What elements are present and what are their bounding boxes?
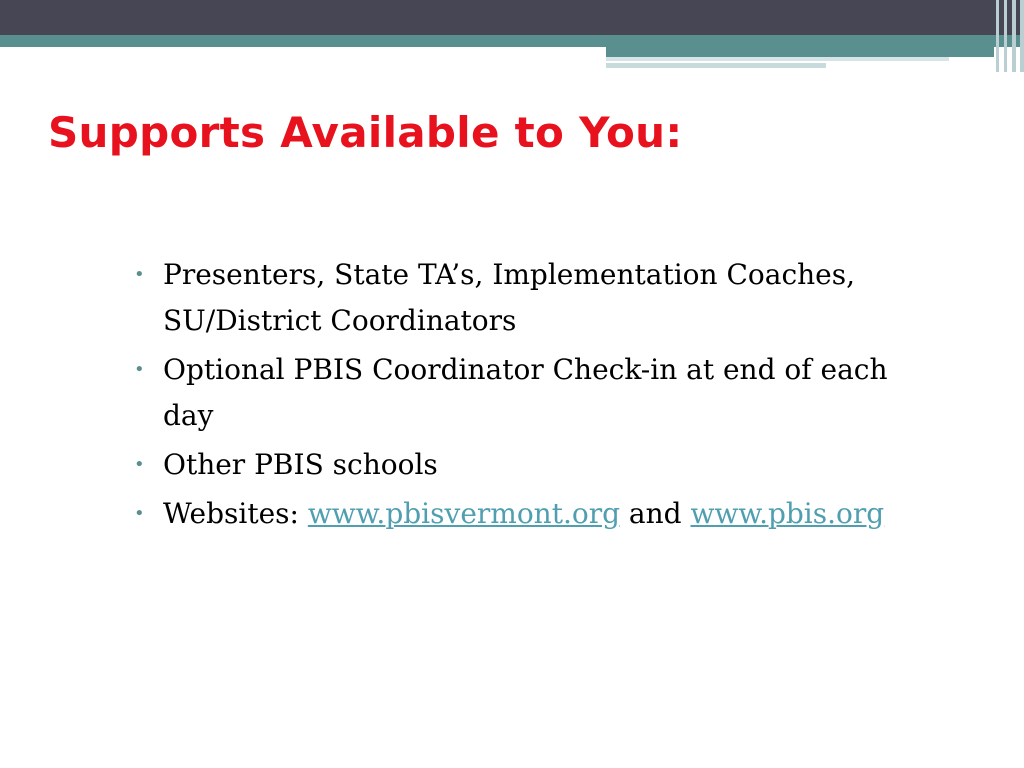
header-band-teal: [0, 35, 1024, 47]
pbis-link[interactable]: www.pbis.org: [690, 497, 885, 530]
bullet-text: Optional PBIS Coordinator Check-in at end of each day: [163, 353, 888, 432]
bullet-item: [134, 442, 894, 488]
header-band-teal-step: [606, 47, 994, 57]
bullet-item: [134, 347, 894, 439]
header-vertical-lines: [990, 0, 1024, 72]
header-band-light-2: [606, 63, 826, 68]
websites-and: and: [620, 497, 691, 530]
bullet-text: Presenters, State TA’s, Implementation Coaches, SU/District Coordinators: [163, 258, 856, 337]
bullet-icon: •: [134, 454, 145, 475]
bullet-text: Other PBIS schools: [163, 448, 438, 481]
bullet-icon: •: [134, 264, 145, 285]
websites-prefix: Websites:: [163, 497, 308, 530]
header-band-dark: [0, 0, 1024, 35]
bullet-icon: •: [134, 359, 145, 380]
header-band-light: [606, 57, 949, 61]
pbisvermont-link[interactable]: www.pbisvermont.org: [307, 497, 621, 530]
bullet-item: [134, 252, 894, 344]
bullet-list: [134, 252, 894, 540]
slide-title: Supports Available to You:: [48, 108, 683, 157]
bullet-item: [134, 491, 894, 537]
bullet-icon: •: [134, 503, 145, 524]
